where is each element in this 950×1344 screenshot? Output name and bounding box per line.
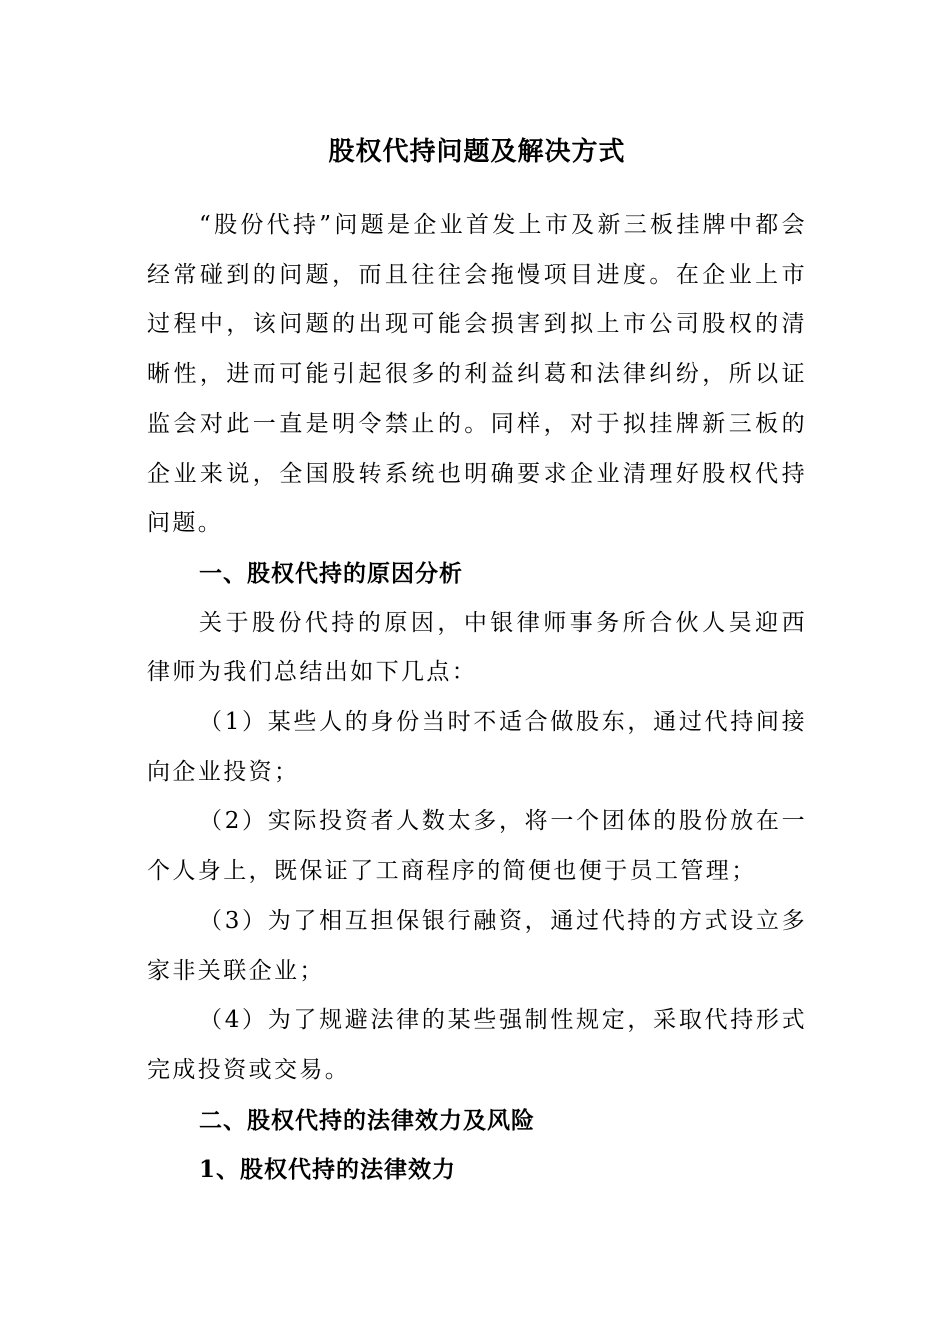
cause-item-1: （1）某些人的身份当时不适合做股东，通过代持间接向企业投资； [147, 709, 807, 785]
cause-item-3: （3）为了相互担保银行融资，通过代持的方式设立多家非关联企业； [147, 907, 807, 984]
intro-paragraph: “股份代持”问题是企业首发上市及新三板挂牌中都会经常碰到的问题，而且往往会拖慢项目进度。在企业上市过程中，该问题的出现可能会损害到拟上市公司股权的清晰性，进而可能引起很多的利益纠葛和法律纠纷，所以证监会对此一直是明令禁止的。同样，对于拟挂牌新三板的企业来说，全国股转系统也明确要求企业清理好股权代持问题。 [147, 212, 807, 537]
document-title: 股权代持问题及解决方式 [328, 137, 626, 167]
cause-item-2: （2）实际投资者人数太多，将一个团体的股份放在一个人身上，既保证了工商程序的简便也便于员工管理； [147, 808, 807, 885]
section-heading-legal-effect: 二、股权代持的法律效力及风险 [199, 1106, 535, 1134]
subsection-heading-legal-effect: 1、股权代持的法律效力 [199, 1156, 457, 1184]
cause-item-4: （4）为了规避法律的某些强制性规定，采取代持形式完成投资或交易。 [147, 1007, 807, 1083]
causes-intro-paragraph: 关于股份代持的原因，中银律师事务所合伙人吴迎西律师为我们总结出如下几点： [147, 609, 807, 686]
section-heading-causes: 一、股权代持的原因分析 [199, 559, 463, 587]
document-body [147, 201, 807, 1195]
